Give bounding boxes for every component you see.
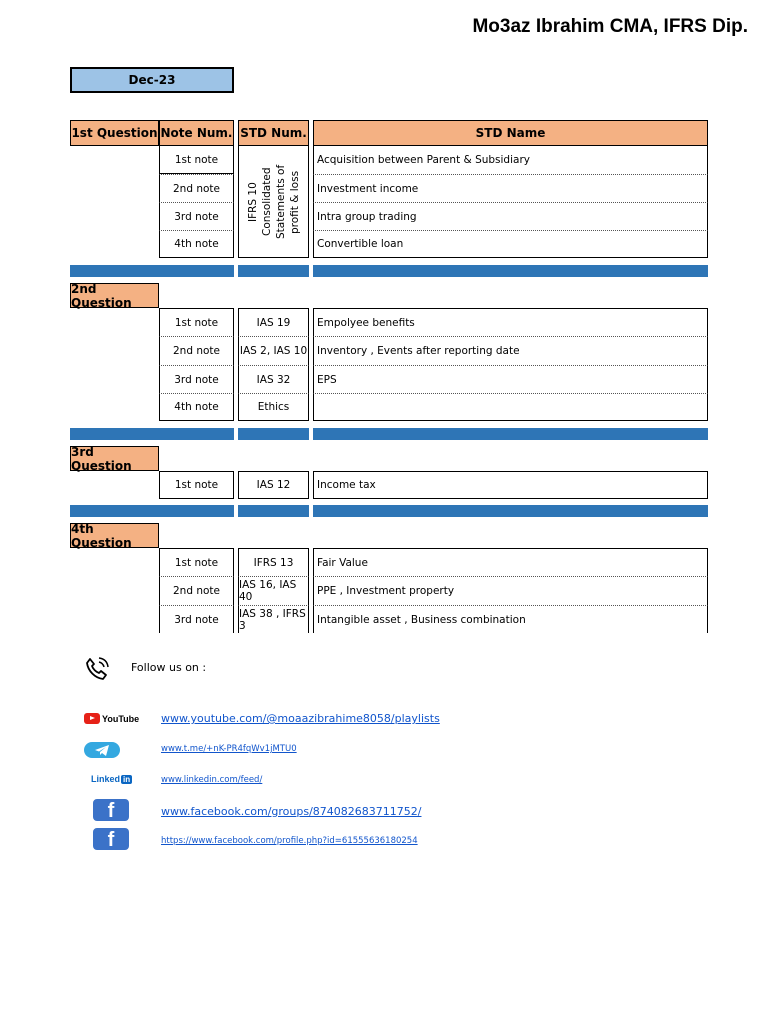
q4-row3-name: Intangible asset , Business combination [313, 605, 708, 633]
q4-row1-note: 1st note [159, 548, 234, 576]
header-note-num: Note Num. [159, 120, 234, 146]
q2-row2-name: Inventory , Events after reporting date [313, 336, 708, 365]
period-label: Dec-23 [70, 67, 234, 93]
q1-std-merged [238, 146, 309, 258]
separator-bar [70, 428, 234, 440]
linkedin-brand-text: Linked [91, 774, 121, 784]
q4-row2-name: PPE , Investment property [313, 576, 708, 605]
q1-row1-note: 1st note [159, 146, 234, 174]
separator-bar [313, 505, 708, 517]
q2-row3-std: IAS 32 [238, 365, 309, 393]
page-title: Mo3az Ibrahim CMA, IFRS Dip. [472, 16, 748, 37]
q3-row1-note: 1st note [159, 471, 234, 499]
youtube-link[interactable]: www.youtube.com/@moaazibrahime8058/playlists [161, 712, 440, 725]
q4-row2-note: 2nd note [159, 576, 234, 605]
linkedin-logo [91, 774, 132, 784]
q4-row3-note: 3rd note [159, 605, 234, 633]
q3-row1-name: Income tax [313, 471, 708, 499]
q2-row3-name: EPS [313, 365, 708, 393]
q2-row1-note: 1st note [159, 308, 234, 336]
q2-row4-std: Ethics [238, 393, 309, 421]
q1-row3-note: 3rd note [159, 202, 234, 230]
separator-bar [238, 265, 309, 277]
facebook-icon: f [93, 828, 129, 850]
q1-row3-name: Intra group trading [313, 202, 708, 230]
telegram-icon [84, 742, 120, 758]
q2-label: 2nd Question [70, 283, 159, 308]
youtube-logo [84, 713, 139, 724]
q1-row4-name: Convertible loan [313, 230, 708, 258]
q2-row1-name: Empolyee benefits [313, 308, 708, 336]
q1-row2-name: Investment income [313, 174, 708, 202]
q2-row2-note: 2nd note [159, 336, 234, 365]
youtube-brand-text: YouTube [102, 713, 140, 724]
q2-row4-note: 4th note [159, 393, 234, 421]
separator-bar [313, 265, 708, 277]
q4-row1-std: IFRS 13 [238, 548, 309, 576]
q4-row3-std: IAS 38 , IFRS 3 [238, 605, 309, 633]
separator-bar [70, 265, 234, 277]
separator-bar [238, 505, 309, 517]
q1-row1-name: Acquisition between Parent & Subsidiary [313, 146, 708, 174]
youtube-icon [84, 713, 100, 724]
separator-bar [313, 428, 708, 440]
separator-bar [70, 505, 234, 517]
linkedin-in-badge: in [123, 774, 131, 784]
facebook-icon: f [93, 799, 129, 821]
header-std-num: STD Num. [238, 120, 309, 146]
follow-label: Follow us on : [131, 661, 207, 674]
q1-label: 1st Question [70, 120, 159, 146]
phone-icon [84, 656, 110, 682]
linkedin-link[interactable]: www.linkedin.com/feed/ [161, 775, 263, 785]
q3-label: 3rd Question [70, 446, 159, 471]
q1-std-merged-text: IFRS 10 Consolidated Statements of profit & loss [246, 164, 301, 239]
facebook-group-link[interactable]: www.facebook.com/groups/874082683711752/ [161, 805, 422, 818]
q4-row1-name: Fair Value [313, 548, 708, 576]
q1-row4-note: 4th note [159, 230, 234, 258]
q1-row2-note: 2nd note [159, 174, 234, 202]
q4-row2-std: IAS 16, IAS 40 [238, 576, 309, 605]
header-std-name: STD Name [313, 120, 708, 146]
q2-row2-std: IAS 2, IAS 10 [238, 336, 309, 365]
q4-label: 4th Question [70, 523, 159, 548]
q2-row3-note: 3rd note [159, 365, 234, 393]
facebook-profile-link[interactable]: https://www.facebook.com/profile.php?id=61555636180254 [161, 836, 418, 846]
q3-row1-std: IAS 12 [238, 471, 309, 499]
q2-row4-name [313, 393, 708, 421]
telegram-link[interactable]: www.t.me/+nK-PR4fqWv1jMTU0 [161, 744, 297, 754]
separator-bar [238, 428, 309, 440]
q2-row1-std: IAS 19 [238, 308, 309, 336]
